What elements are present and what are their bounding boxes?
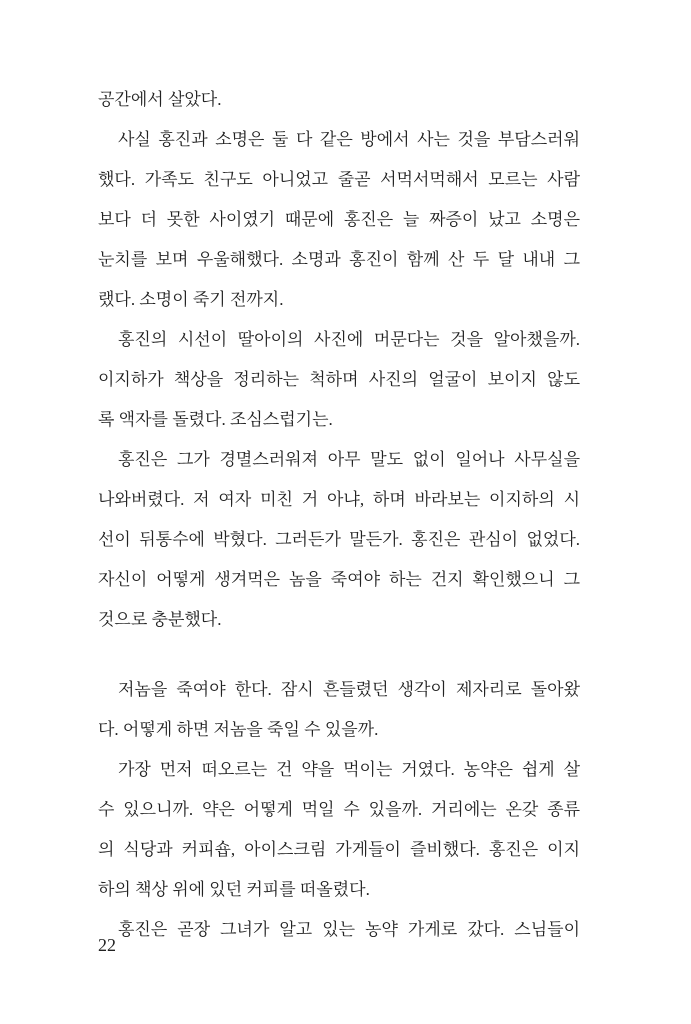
text-line: 홍진은 그가 경멸스러워져 아무 말도 없이 일어나 사무실을 [118, 450, 580, 469]
text-line: 이지하가 책상을 정리하는 척하며 사진의 얼굴이 보이지 않도 [98, 370, 580, 389]
text-line: 하의 책상 위에 있던 커피를 떠올렸다. [98, 880, 370, 899]
text-line: 다. 어떻게 하면 저놈을 죽일 수 있을까. [98, 720, 379, 739]
text-line: 홍진은 곧장 그녀가 알고 있는 농약 가게로 갔다. 스님들이 [118, 920, 580, 939]
page-number: 22 [98, 935, 116, 955]
text-line: 선이 뒤통수에 박혔다. 그러든가 말든가. 홍진은 관심이 없었다. [98, 530, 580, 549]
text-line: 보다 더 못한 사이였기 때문에 홍진은 늘 짜증이 났고 소명은 [98, 210, 580, 229]
text-line: 저놈을 죽여야 한다. 잠시 흔들렸던 생각이 제자리로 돌아왔 [118, 680, 580, 699]
text-line: 랬다. 소명이 죽기 전까지. [98, 290, 284, 309]
text-line: 홍진의 시선이 딸아이의 사진에 머문다는 것을 알아챘을까. [118, 330, 580, 349]
text-line: 수 있으니까. 약은 어떻게 먹일 수 있을까. 거리에는 온갖 종류 [98, 800, 580, 819]
text-line: 공간에서 살았다. [98, 90, 222, 109]
text-line: 것으로 충분했다. [98, 610, 222, 629]
text-line: 가장 먼저 떠오르는 건 약을 먹이는 거였다. 농약은 쉽게 살 [118, 760, 580, 779]
text-line: 록 액자를 돌렸다. 조심스럽기는. [98, 410, 333, 429]
text-line: 했다. 가족도 친구도 아니었고 줄곧 서먹서먹해서 모르는 사람 [98, 170, 580, 189]
text-line: 나와버렸다. 저 여자 미친 거 아냐, 하며 바라보는 이지하의 시 [98, 490, 580, 509]
text-line: 사실 홍진과 소명은 둘 다 같은 방에서 사는 것을 부담스러워 [118, 130, 580, 149]
text-line: 눈치를 보며 우울해했다. 소명과 홍진이 함께 산 두 달 내내 그 [98, 250, 580, 269]
text-line: 자신이 어떻게 생겨먹은 놈을 죽여야 하는 건지 확인했으니 그 [98, 570, 580, 589]
text-line: 의 식당과 커피숍, 아이스크림 가게들이 즐비했다. 홍진은 이지 [98, 840, 580, 859]
